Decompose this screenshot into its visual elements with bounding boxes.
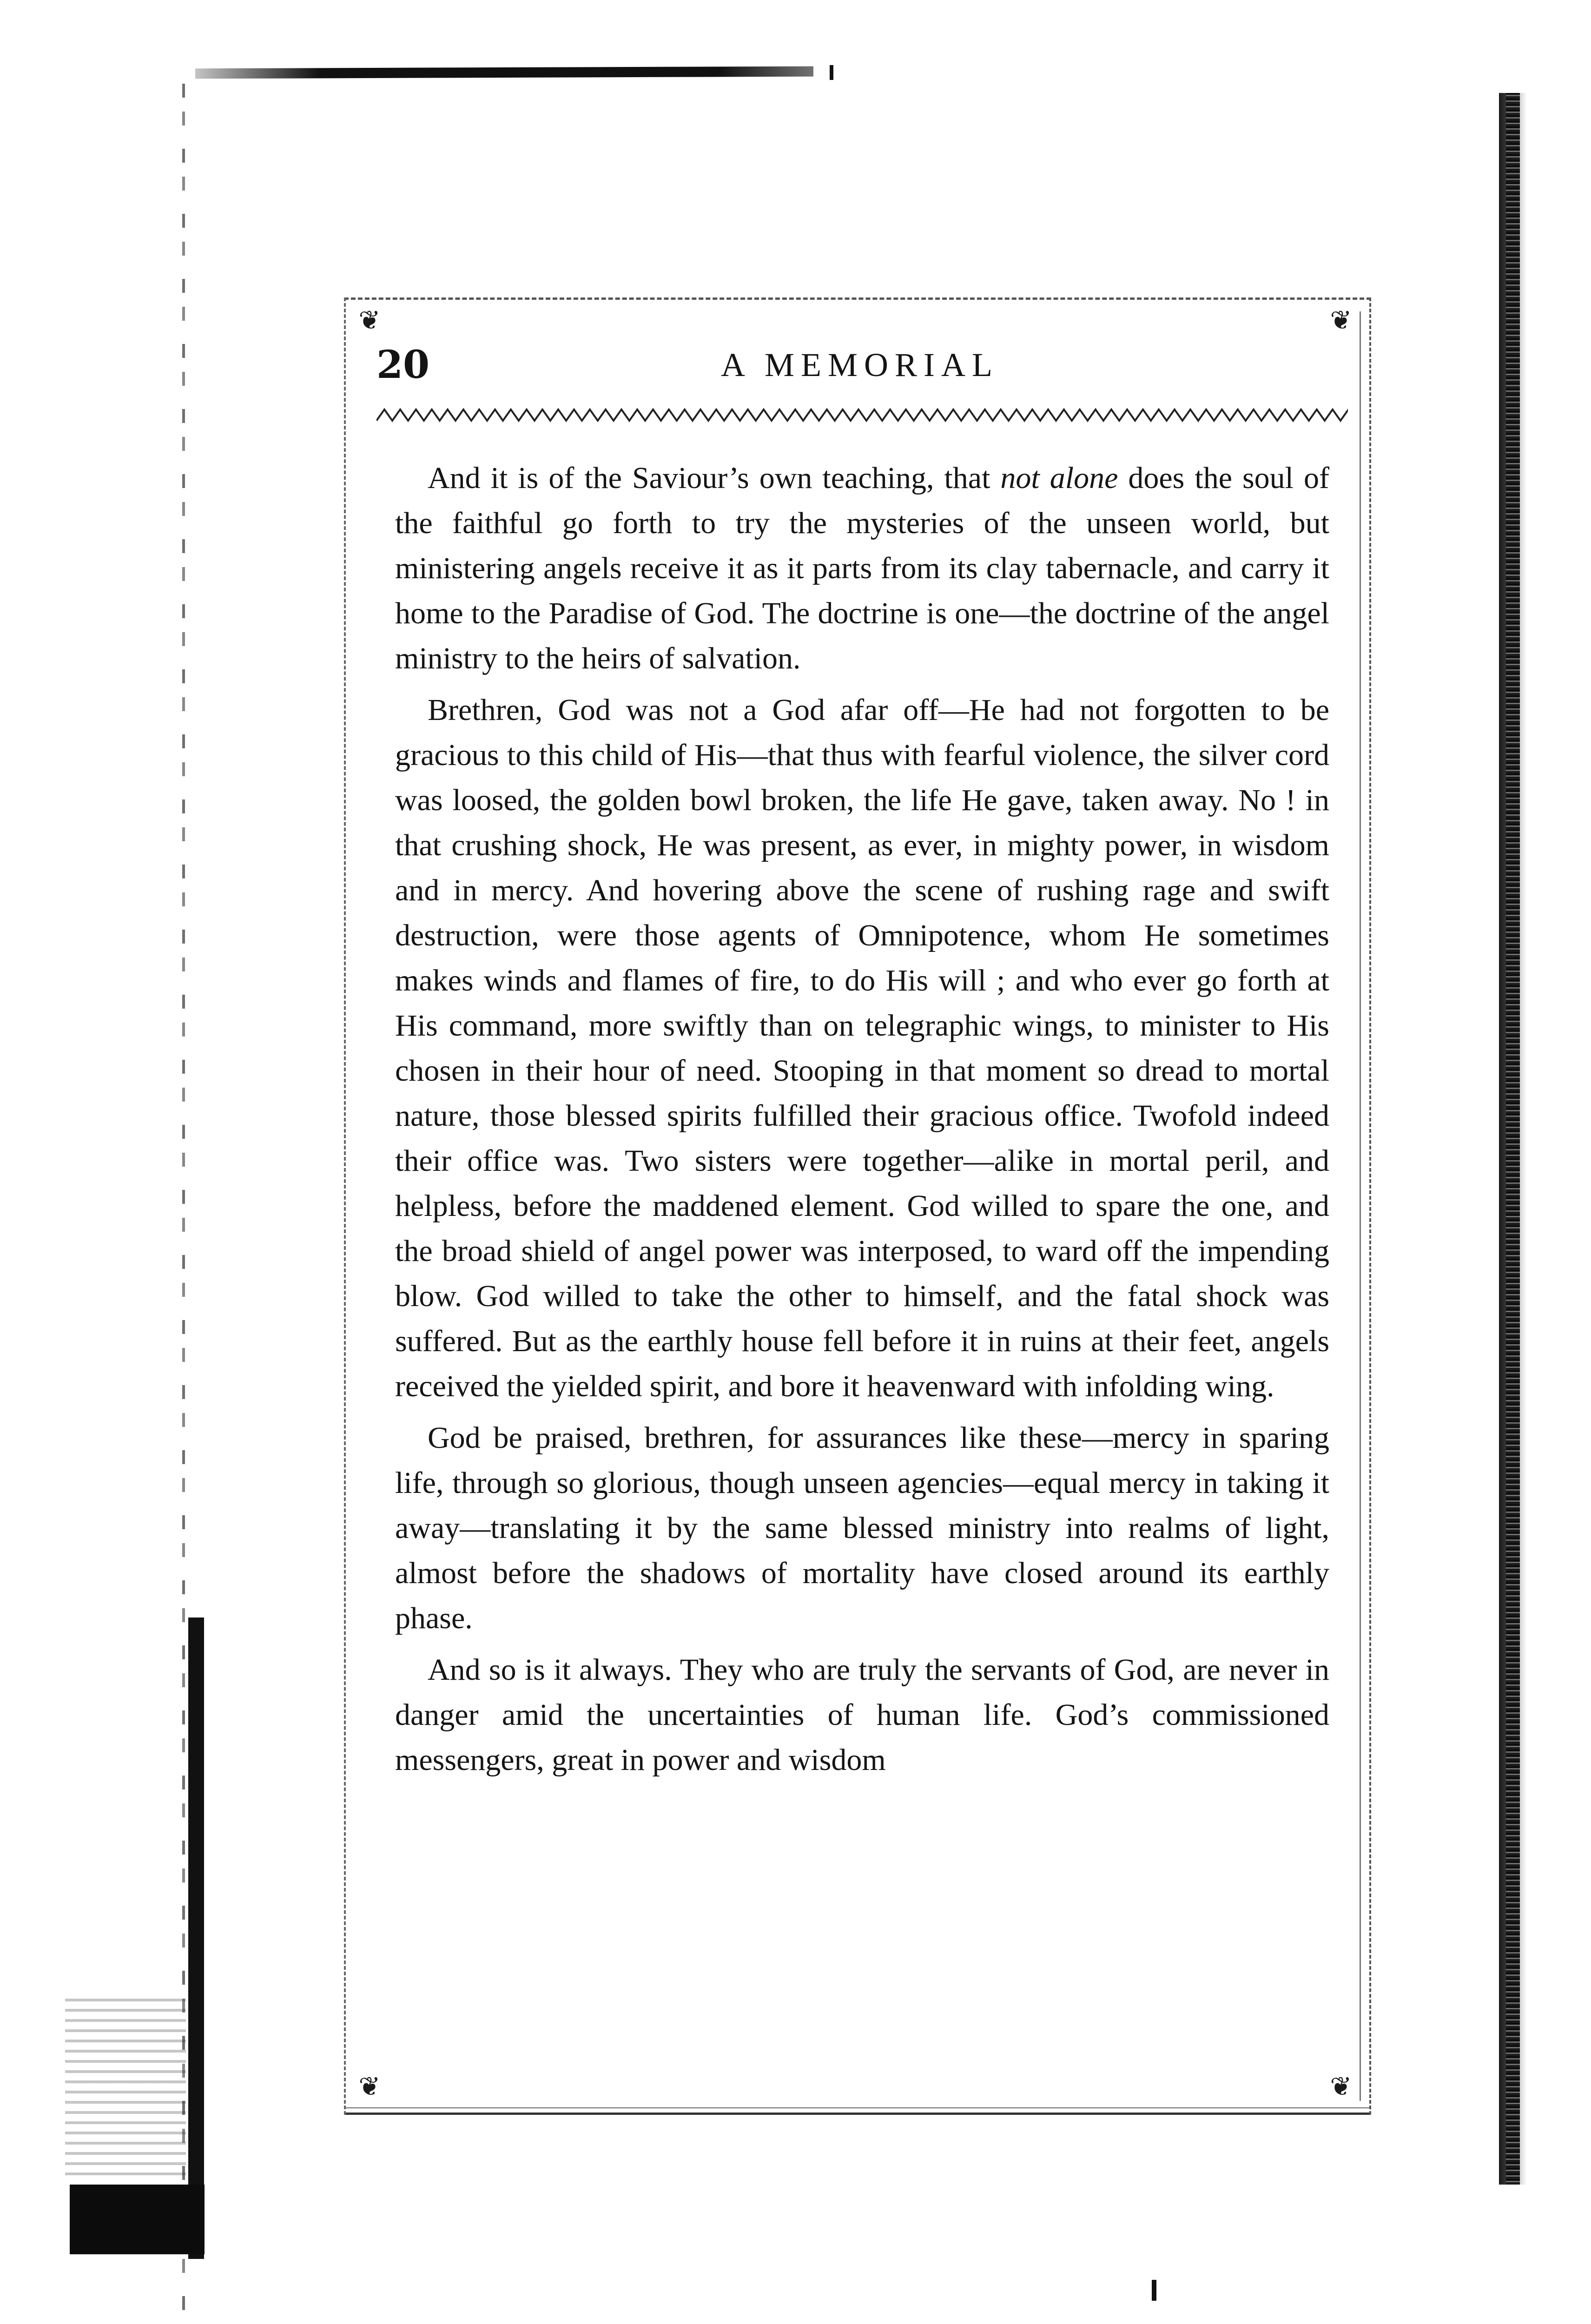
running-title: A MEMORIAL [720,346,999,383]
body-text [395,456,1329,1789]
frame-left-rule [344,297,346,2115]
scan-bottom-tick [1152,2280,1156,2301]
fleuron-icon: ❦ [358,305,381,336]
fleuron-icon: ❦ [1330,2072,1352,2102]
page-number: 20 [376,343,430,387]
frame-bottom-rule [344,2113,1371,2115]
fleuron-icon: ❦ [1330,305,1352,336]
scan-top-tick [830,65,833,80]
page-frame [344,297,1371,2115]
scan-bottom-block [70,2185,205,2254]
emphasis-text: not alone [1000,461,1118,495]
fleuron-icon: ❦ [358,2072,381,2102]
paragraph-3: God be praised, brethren, for assurances like these—mercy in sparing life, through so glorious, though unseen agencies—equal mercy in taking it away—translating it by the same blessed ministry into realms of light, almost before the shadows of mortality have closed around its earthly phase. [395,1421,1329,1635]
frame-right-inner-rule [1360,311,1361,2101]
frame-bottom-inner-rule [344,2107,1371,2108]
paragraph-2: Brethren, God was not a God afar off—He had not forgotten to be gracious to this child of His—that thus with fearful violence, the silver cord was loosed, the golden bowl broken, the life He gave, taken away. No ! in that crushing shock, He was present, as ever, in mighty power, in wisdom and in mercy. And hovering above the scene of rushing rage and swift destruction, were those agents of Omnipotence, whom He sometimes makes winds and flames of fire, to do His will ; and who ever go forth at His command, more swiftly than on telegraphic wings, to minister to His chosen in their hour of need. Stooping in that moment so dread to mortal nature, those blessed spirits fulfilled their gracious office. Twofold indeed their office was. Two sisters were together—alike in mortal peril, and helpless, before the maddened element. God willed to spare the one, and the broad shield of angel power was interposed, to ward off the impending blow. God willed to take the other to himself, and the fatal shock was suffered. But as the earthly house fell before it in ruins at their feet, angels received the yielded spirit, and bore it heavenward with infolding wing. [395,693,1329,1403]
wavy-rule-icon [376,407,1348,423]
frame-right-rule [1369,297,1371,2115]
running-head [376,339,1343,390]
scan-right-page-edge-texture [1506,93,1520,2185]
scan-left-dust [65,1999,186,2175]
scan-left-binding-line [182,84,185,2324]
paragraph-4: And so is it always. They who are truly the servants of God, are never in danger amid the uncertainties of human life. God’s commissioned messengers, great in power and wisdom [395,1653,1329,1777]
frame-top-rule [344,297,1371,300]
paragraph-1: And it is of the Saviour’s own teaching, that not alone does the soul of the faithful go forth to try the mysteries of the unseen world, but ministering angels receive it as it parts from its clay tabernacle, and carry it home to the Paradise of God. The doctrine is one—the doctrine of the angel ministry to the heirs of salvation. [395,461,1329,675]
scan-left-binding-shadow [188,1618,204,2259]
scan-top-bar [195,66,813,79]
